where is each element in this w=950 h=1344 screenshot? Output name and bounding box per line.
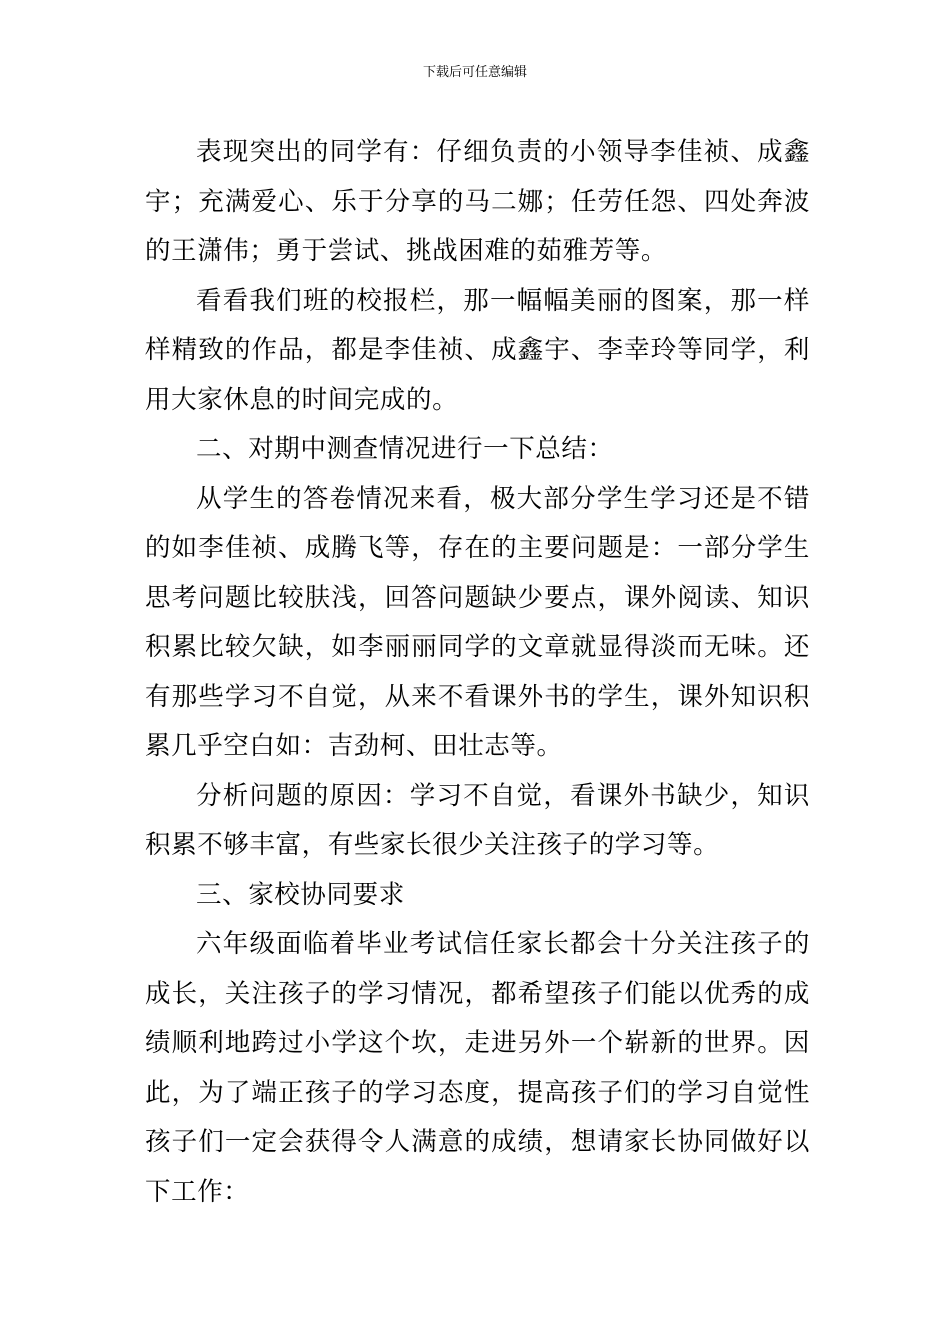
paragraph-school-board: 看看我们班的校报栏，那一幅幅美丽的图案，那一样样精致的作品，都是李佳祯、成鑫宇、李幸玲等同学，利用大家休息的时间完成的。	[145, 285, 810, 415]
paragraph-outstanding-students: 表现突出的同学有：仔细负责的小领导李佳祯、成鑫宇；充满爱心、乐于分享的马二娜；任劳任怨、四处奔波的王潇伟；勇于尝试、挑战困难的茹雅芳等。	[145, 137, 810, 266]
section-heading-midterm-summary: 二、对期中测查情况进行一下总结：	[196, 434, 614, 464]
document-body	[145, 128, 810, 1217]
section-heading-home-school: 三、家校协同要求	[196, 879, 405, 910]
paragraph-problem-causes: 分析问题的原因：学习不自觉，看课外书缺少，知识积累不够丰富，有些家长很少关注孩子的学习等。	[145, 780, 810, 860]
paragraph-parent-requests: 六年级面临着毕业考试信任家长都会十分关注孩子的成长，关注孩子的学习情况，都希望孩子们能以优秀的成绩顺利地跨过小学这个坎，走进另外一个崭新的世界。因此，为了端正孩子的学习态度，提高孩子们的学习自觉性孩子们一定会获得令人满意的成绩，想请家长协同做好以下工作：	[145, 929, 810, 1207]
page-header: 下载后可任意编辑	[422, 65, 527, 80]
paragraph-exam-analysis: 从学生的答卷情况来看，极大部分学生学习还是不错的如李佳祯、成腾飞等，存在的主要问题是：一部分学生思考问题比较肤浅，回答问题缺少要点，课外阅读、知识积累比较欠缺，如李丽丽同学的文章就显得淡而无味。还有那些学习不自觉，从来不看课外书的学生，课外知识积累几乎空白如：吉劲柯、田壮志等。	[145, 483, 810, 761]
